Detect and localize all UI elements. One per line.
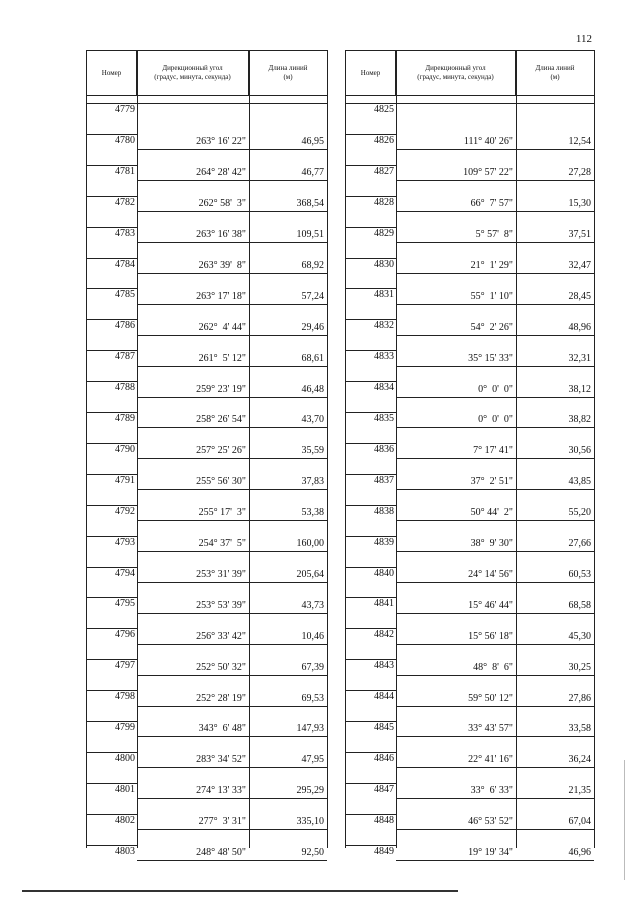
point-number: 4838 (374, 505, 394, 517)
point-number: 4796 (115, 629, 135, 641)
direction-angle: 19° 19' 34" (468, 847, 513, 859)
number-row-line (87, 505, 137, 506)
value-row-line (137, 613, 327, 614)
value-row-line (396, 829, 594, 830)
direction-angle: 50° 44' 2" (470, 507, 513, 519)
direction-angle: 259° 23' 19" (196, 383, 246, 395)
line-length: 30,25 (568, 661, 591, 673)
direction-angle: 33° 6' 33" (470, 785, 513, 797)
number-row-line (87, 196, 137, 197)
direction-angle: 252° 28' 19" (196, 692, 246, 704)
line-length: 53,38 (301, 507, 324, 519)
line-length: 46,95 (301, 136, 324, 148)
header-number-label: Номер (360, 68, 381, 77)
point-number: 4839 (374, 536, 394, 548)
value-row-line (396, 736, 594, 737)
point-number: 4797 (115, 660, 135, 672)
value-row-line (396, 149, 594, 150)
value-row-line (396, 366, 594, 367)
line-length: 43,73 (301, 599, 324, 611)
number-row-line (346, 443, 396, 444)
direction-angle: 37° 2' 51" (470, 476, 513, 488)
number-row-line (346, 227, 396, 228)
point-number: 4786 (115, 320, 135, 332)
number-row-line (346, 505, 396, 506)
header-angle (396, 51, 516, 95)
point-number: 4848 (374, 814, 394, 826)
point-number: 4844 (374, 691, 394, 703)
point-number: 4836 (374, 443, 394, 455)
line-length: 32,47 (568, 259, 591, 271)
point-number: 4792 (115, 505, 135, 517)
direction-angle: 252° 50' 32" (196, 661, 246, 673)
line-length: 46,48 (301, 383, 324, 395)
point-number: 4785 (115, 289, 135, 301)
value-row-line (137, 706, 327, 707)
point-number: 4826 (374, 134, 394, 146)
number-row-line (87, 474, 137, 475)
number-row-line (87, 659, 137, 660)
point-number: 4798 (115, 691, 135, 703)
direction-angle: 263° 16' 38" (196, 229, 246, 241)
point-number: 4802 (115, 814, 135, 826)
point-number: 4842 (374, 629, 394, 641)
number-row-line (87, 412, 137, 413)
line-length: 295,29 (296, 785, 324, 797)
point-number: 4833 (374, 351, 394, 363)
direction-angle: 253° 53' 39" (196, 599, 246, 611)
point-number: 4795 (115, 598, 135, 610)
value-row-line (137, 520, 327, 521)
number-row-line (87, 690, 137, 691)
line-length: 55,20 (568, 507, 591, 519)
number-row-line (346, 474, 396, 475)
scan-edge-mark (624, 760, 625, 880)
point-number: 4780 (115, 134, 135, 146)
point-number: 4837 (374, 474, 394, 486)
line-length: 68,61 (301, 352, 324, 364)
direction-angle: 15° 56' 18" (468, 630, 513, 642)
line-length: 205,64 (296, 568, 324, 580)
line-length: 36,24 (568, 754, 591, 766)
line-length: 45,30 (568, 630, 591, 642)
value-row-line (396, 211, 594, 212)
line-length: 68,58 (568, 599, 591, 611)
direction-angle: 253° 31' 39" (196, 568, 246, 580)
number-row-line (346, 196, 396, 197)
direction-angle: 15° 46' 44" (468, 599, 513, 611)
value-row-line (396, 613, 594, 614)
line-length: 28,45 (568, 290, 591, 302)
header-number-label: Номер (101, 68, 122, 77)
number-row-line (87, 567, 137, 568)
number-row-line (87, 845, 137, 846)
value-row-line (137, 180, 327, 181)
direction-angle: 264° 28' 42" (196, 167, 246, 179)
point-number: 4779 (115, 104, 135, 115)
value-row-line (137, 458, 327, 459)
number-row-line (87, 165, 137, 166)
line-length: 38,82 (568, 414, 591, 426)
direction-angle: 24° 14' 56" (468, 568, 513, 580)
header-length (516, 51, 594, 95)
direction-angle: 66° 7' 57" (470, 198, 513, 210)
point-number: 4787 (115, 351, 135, 363)
direction-angle: 262° 4' 44" (198, 321, 246, 333)
line-length: 109,51 (296, 229, 324, 241)
header-angle-label: Дирекционный угол (градус, минута, секунда) (417, 64, 494, 81)
direction-angle: 109° 57' 22" (463, 167, 513, 179)
direction-angle: 262° 58' 3" (198, 198, 246, 210)
value-row-line (137, 242, 327, 243)
table-header (346, 51, 594, 96)
value-row-line (396, 706, 594, 707)
point-number: 4825 (374, 104, 394, 115)
point-number: 4803 (115, 845, 135, 857)
line-length: 92,50 (301, 847, 324, 859)
value-row-line (396, 335, 594, 336)
point-number: 4794 (115, 567, 135, 579)
number-row-line (87, 814, 137, 815)
direction-angle: 22° 41' 16" (468, 754, 513, 766)
line-length: 43,70 (301, 414, 324, 426)
number-row-line (346, 165, 396, 166)
point-number: 4829 (374, 227, 394, 239)
value-row-line (137, 767, 327, 768)
number-row-line (346, 288, 396, 289)
line-length: 68,92 (301, 259, 324, 271)
line-length: 30,56 (568, 445, 591, 457)
line-length: 12,54 (568, 136, 591, 148)
point-number: 4791 (115, 474, 135, 486)
value-row-line (137, 427, 327, 428)
point-number: 4845 (374, 722, 394, 733)
value-row-line (396, 551, 594, 552)
value-row-line (396, 520, 594, 521)
point-number: 4781 (115, 165, 135, 177)
point-number: 4790 (115, 443, 135, 455)
number-row-line (346, 350, 396, 351)
number-row-line (87, 783, 137, 784)
value-row-line (137, 582, 327, 583)
direction-angle: 33° 43' 57" (468, 723, 513, 735)
line-length: 21,35 (568, 785, 591, 797)
value-row-line (396, 427, 594, 428)
number-row-line (87, 536, 137, 537)
direction-angle: 48° 8' 6" (473, 661, 513, 673)
line-length: 160,00 (296, 538, 324, 550)
line-length: 35,59 (301, 445, 324, 457)
direction-angle: 263° 16' 22" (196, 136, 246, 148)
direction-angle: 55° 1' 10" (470, 290, 513, 302)
point-number: 4783 (115, 227, 135, 239)
number-row-line (87, 597, 137, 598)
point-number: 4799 (115, 722, 135, 733)
point-number: 4788 (115, 382, 135, 394)
value-row-line (137, 551, 327, 552)
direction-angle: 59° 50' 12" (468, 692, 513, 704)
header-length (249, 51, 327, 95)
right-coordinates-table (345, 50, 595, 859)
value-row-line (137, 860, 327, 861)
direction-angle: 255° 56' 30" (196, 476, 246, 488)
number-row-line (346, 381, 396, 382)
number-row-line (346, 690, 396, 691)
line-length: 15,30 (568, 198, 591, 210)
direction-angle: 254° 37' 5" (198, 538, 246, 550)
line-length: 67,39 (301, 661, 324, 673)
number-row-line (346, 721, 396, 722)
value-row-line (396, 304, 594, 305)
number-row-line (87, 443, 137, 444)
left-coordinates-table (86, 50, 328, 859)
number-row-line (346, 567, 396, 568)
value-row-line (396, 242, 594, 243)
point-number: 4828 (374, 196, 394, 208)
line-length: 147,93 (296, 723, 324, 735)
number-row-line (346, 752, 396, 753)
number-row-line (87, 227, 137, 228)
number-row-line (87, 628, 137, 629)
line-length: 47,95 (301, 754, 324, 766)
number-row-line (346, 628, 396, 629)
line-length: 46,96 (568, 847, 591, 859)
value-row-line (137, 304, 327, 305)
number-row-line (87, 721, 137, 722)
number-row-line (346, 319, 396, 320)
number-row-line (346, 412, 396, 413)
value-row-line (396, 273, 594, 274)
header-length-label: Длина линий (м) (535, 64, 575, 81)
value-row-line (396, 767, 594, 768)
point-number: 4793 (115, 536, 135, 548)
line-length: 38,12 (568, 383, 591, 395)
value-row-line (137, 211, 327, 212)
number-row-line (346, 659, 396, 660)
point-number: 4801 (115, 783, 135, 795)
header-length-label: Длина линий (м) (268, 64, 308, 81)
line-length: 69,53 (301, 692, 324, 704)
number-row-line (346, 845, 396, 846)
direction-angle: 5° 57' 8" (475, 229, 513, 241)
number-row-line (346, 258, 396, 259)
value-row-line (137, 675, 327, 676)
direction-angle: 35° 15' 33" (468, 352, 513, 364)
number-row-line (87, 258, 137, 259)
number-row-line (87, 752, 137, 753)
number-row-line (346, 783, 396, 784)
line-length: 335,10 (296, 816, 324, 828)
point-number: 4841 (374, 598, 394, 610)
direction-angle: 263° 17' 18" (196, 290, 246, 302)
line-length: 29,46 (301, 321, 324, 333)
point-number: 4784 (115, 258, 135, 270)
number-row-line (346, 536, 396, 537)
value-row-line (137, 489, 327, 490)
direction-angle: 255° 17' 3" (198, 507, 246, 519)
value-row-line (396, 798, 594, 799)
line-length: 27,28 (568, 167, 591, 179)
direction-angle: 7° 17' 41" (473, 445, 513, 457)
direction-angle: 257° 25' 26" (196, 445, 246, 457)
number-row-line (87, 319, 137, 320)
direction-angle: 38° 9' 30" (470, 538, 513, 550)
point-number: 4789 (115, 413, 135, 424)
point-number: 4846 (374, 752, 394, 764)
point-number: 4835 (374, 413, 394, 424)
direction-angle: 54° 2' 26" (470, 321, 513, 333)
number-row-line (87, 381, 137, 382)
point-number: 4782 (115, 196, 135, 208)
header-number (346, 51, 396, 95)
header-number (87, 51, 137, 95)
point-number: 4847 (374, 783, 394, 795)
value-row-line (396, 397, 594, 398)
line-length: 37,83 (301, 476, 324, 488)
value-row-line (137, 736, 327, 737)
value-row-line (137, 397, 327, 398)
direction-angle: 261° 5' 12" (198, 352, 246, 364)
value-row-line (396, 644, 594, 645)
number-row-line (87, 288, 137, 289)
line-length: 10,46 (301, 630, 324, 642)
direction-angle: 248° 48' 50" (196, 847, 246, 859)
value-row-line (137, 366, 327, 367)
point-number: 4840 (374, 567, 394, 579)
value-row-line (137, 273, 327, 274)
direction-angle: 258° 26' 54" (196, 414, 246, 426)
number-row-line (346, 134, 396, 135)
direction-angle: 274° 13' 33" (196, 785, 246, 797)
direction-angle: 283° 34' 52" (196, 754, 246, 766)
direction-angle: 343° 6' 48" (198, 723, 246, 735)
line-length: 32,31 (568, 352, 591, 364)
point-number: 4843 (374, 660, 394, 672)
value-row-line (396, 860, 594, 861)
direction-angle: 0° 0' 0" (478, 383, 513, 395)
line-length: 27,86 (568, 692, 591, 704)
number-row-line (87, 350, 137, 351)
point-number: 4849 (374, 845, 394, 857)
line-length: 48,96 (568, 321, 591, 333)
point-number: 4831 (374, 289, 394, 301)
number-row-line (346, 814, 396, 815)
line-length: 57,24 (301, 290, 324, 302)
direction-angle: 256° 33' 42" (196, 630, 246, 642)
number-row-line (346, 597, 396, 598)
point-number: 4832 (374, 320, 394, 332)
value-row-line (137, 335, 327, 336)
line-length: 46,77 (301, 167, 324, 179)
line-length: 33,58 (568, 723, 591, 735)
value-row-line (396, 489, 594, 490)
value-row-line (137, 798, 327, 799)
point-number: 4830 (374, 258, 394, 270)
value-row-line (396, 675, 594, 676)
point-number: 4827 (374, 165, 394, 177)
point-number: 4834 (374, 382, 394, 394)
direction-angle: 111° 40' 26" (463, 136, 513, 148)
value-row-line (137, 829, 327, 830)
value-row-line (396, 180, 594, 181)
direction-angle: 263° 39' 8" (198, 259, 246, 271)
header-angle (137, 51, 249, 95)
value-row-line (137, 644, 327, 645)
line-length: 27,66 (568, 538, 591, 550)
value-row-line (396, 582, 594, 583)
number-row-line (87, 134, 137, 135)
point-number: 4800 (115, 752, 135, 764)
footer-divider (22, 890, 458, 892)
value-row-line (137, 149, 327, 150)
table-header (87, 51, 327, 96)
direction-angle: 21° 1' 29" (470, 259, 513, 271)
line-length: 60,53 (568, 568, 591, 580)
direction-angle: 46° 53' 52" (468, 816, 513, 828)
direction-angle: 277° 3' 31" (198, 816, 246, 828)
line-length: 43,85 (568, 476, 591, 488)
page-number: 112 (575, 33, 592, 45)
line-length: 37,51 (568, 229, 591, 241)
direction-angle: 0° 0' 0" (478, 414, 513, 426)
line-length: 67,04 (568, 816, 591, 828)
line-length: 368,54 (296, 198, 324, 210)
value-row-line (396, 458, 594, 459)
header-angle-label: Дирекционный угол (градус, минута, секунда) (154, 64, 231, 81)
